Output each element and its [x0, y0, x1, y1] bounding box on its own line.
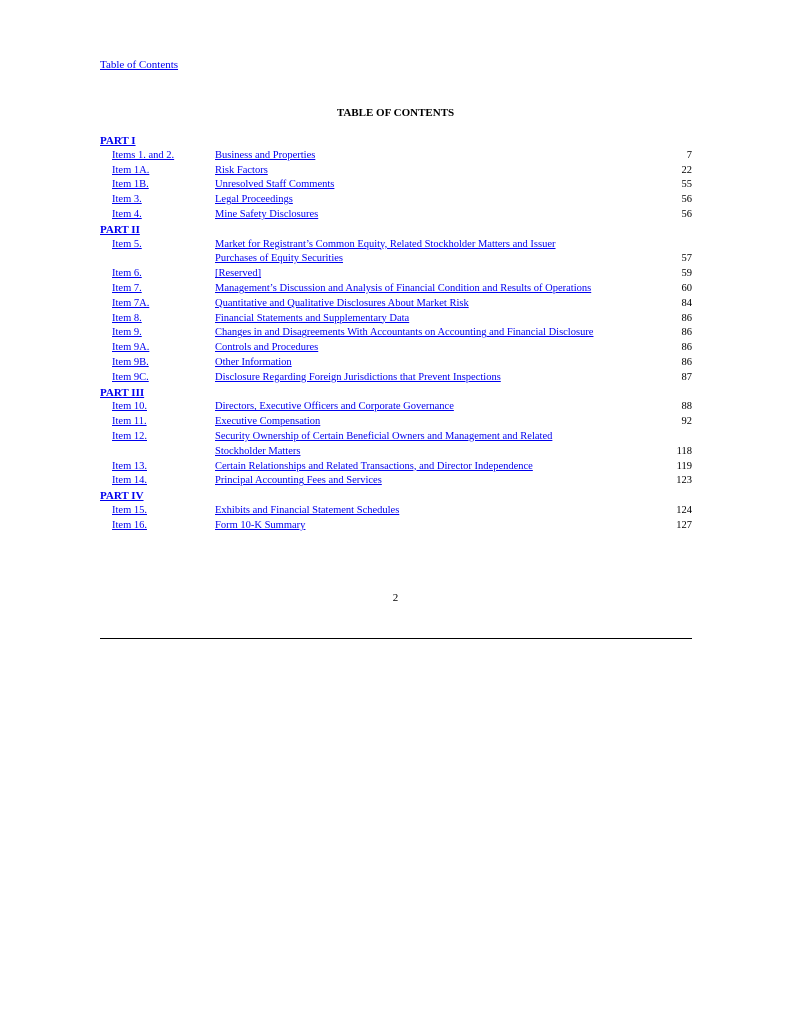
- toc-part-link[interactable]: PART III: [100, 386, 145, 399]
- toc-item-link[interactable]: Item 13.: [112, 460, 147, 472]
- toc-entry-row: [100, 445, 692, 460]
- toc-part-link[interactable]: PART II: [100, 223, 140, 236]
- toc-item-link[interactable]: Item 10.: [112, 401, 147, 413]
- toc-item-link[interactable]: Item 5.: [112, 238, 142, 250]
- toc-part-row: [100, 134, 692, 149]
- toc-item-link[interactable]: Item 11.: [112, 416, 147, 428]
- toc-entry-row: [100, 178, 692, 193]
- toc-title-link[interactable]: Purchases of Equity Securities: [215, 253, 344, 265]
- toc-page-number: 86: [681, 342, 692, 354]
- toc-page-number: 118: [676, 445, 692, 457]
- toc-title-link[interactable]: Mine Safety Disclosures: [215, 208, 319, 220]
- toc-item-link[interactable]: Item 9B.: [112, 356, 149, 368]
- toc-page-number: 119: [676, 460, 692, 472]
- toc-item-link[interactable]: Item 1B.: [112, 179, 149, 191]
- toc-table: [100, 134, 692, 534]
- page-number: 2: [392, 592, 399, 604]
- toc-page-number: 60: [681, 282, 692, 294]
- toc-page-number: 86: [681, 312, 692, 324]
- toc-entry-row: [100, 208, 692, 223]
- toc-title-link[interactable]: Unresolved Staff Comments: [215, 179, 335, 191]
- toc-item-link[interactable]: Item 12.: [112, 430, 147, 442]
- toc-entry-row: [100, 312, 692, 327]
- toc-entry-row: [100, 282, 692, 297]
- toc-item-link[interactable]: Item 9.: [112, 327, 142, 339]
- toc-entry-row: [100, 193, 692, 208]
- toc-entry-row: [100, 326, 692, 341]
- toc-part-link[interactable]: PART IV: [100, 490, 144, 503]
- toc-entry-row: [100, 341, 692, 356]
- toc-page-number: 92: [681, 416, 692, 428]
- toc-part-row: [100, 386, 692, 401]
- toc-entry-row: [100, 400, 692, 415]
- toc-item-link[interactable]: Item 14.: [112, 475, 147, 487]
- toc-entry-row: [100, 252, 692, 267]
- toc-entry-row: [100, 415, 692, 430]
- toc-title-link[interactable]: Executive Compensation: [215, 416, 321, 428]
- toc-page-number: 87: [681, 371, 692, 383]
- toc-item-link[interactable]: Item 7.: [112, 282, 142, 294]
- toc-page-number: 56: [681, 208, 692, 220]
- toc-entry-row: [100, 356, 692, 371]
- toc-entry-row: [100, 460, 692, 475]
- toc-page-number: 123: [676, 475, 692, 487]
- toc-page-number: 59: [681, 268, 692, 280]
- toc-page-number: 124: [676, 504, 692, 516]
- toc-item-link[interactable]: Item 9C.: [112, 371, 149, 383]
- toc-page-number: 56: [681, 194, 692, 206]
- toc-title-link[interactable]: Financial Statements and Supplementary Data: [215, 312, 410, 324]
- toc-item-link[interactable]: Item 15.: [112, 504, 147, 516]
- toc-page-number: 86: [681, 327, 692, 339]
- toc-entry-row: [100, 149, 692, 164]
- toc-part-row: [100, 489, 692, 504]
- toc-title-link[interactable]: Stockholder Matters: [215, 445, 301, 457]
- table-of-contents-link[interactable]: Table of Contents: [100, 59, 179, 71]
- toc-entry-row: [100, 164, 692, 179]
- toc-title-link[interactable]: Form 10-K Summary: [215, 519, 306, 531]
- toc-heading: TABLE OF CONTENTS: [336, 107, 455, 119]
- toc-entry-row: [100, 267, 692, 282]
- toc-item-link[interactable]: Item 7A.: [112, 297, 150, 309]
- toc-title-link[interactable]: Exhibits and Financial Statement Schedules: [215, 504, 400, 516]
- toc-title-link[interactable]: Controls and Procedures: [215, 342, 319, 354]
- toc-page-number: 57: [681, 253, 692, 265]
- toc-part-row: [100, 223, 692, 238]
- toc-title-link[interactable]: Market for Registrant’s Common Equity, Related Stockholder Matters and Issuer: [215, 238, 556, 250]
- toc-title-link[interactable]: Certain Relationships and Related Transactions, and Director Independence: [215, 460, 533, 472]
- toc-title-link[interactable]: Disclosure Regarding Foreign Jurisdictions that Prevent Inspections: [215, 371, 501, 383]
- toc-title-link[interactable]: Other Information: [215, 356, 292, 368]
- toc-entry-row: [100, 519, 692, 534]
- toc-title-link[interactable]: Risk Factors: [215, 164, 268, 176]
- toc-title-link[interactable]: Directors, Executive Officers and Corporate Governance: [215, 401, 454, 413]
- toc-entry-row: [100, 504, 692, 519]
- toc-title-link[interactable]: [Reserved]: [215, 268, 262, 280]
- toc-item-link[interactable]: Item 3.: [112, 194, 142, 206]
- page-divider: [100, 638, 692, 639]
- toc-item-link[interactable]: Item 8.: [112, 312, 142, 324]
- toc-entry-row: [100, 371, 692, 386]
- toc-title-link[interactable]: Changes in and Disagreements With Accountants on Accounting and Financial Disclosure: [215, 327, 594, 339]
- toc-page-number: 84: [681, 297, 692, 309]
- toc-item-link[interactable]: Items 1. and 2.: [112, 149, 175, 161]
- toc-item-link[interactable]: Item 6.: [112, 268, 142, 280]
- toc-entry-row: [100, 430, 692, 445]
- toc-page-number: 88: [681, 401, 692, 413]
- toc-item-link[interactable]: Item 9A.: [112, 342, 150, 354]
- toc-entry-row: [100, 238, 692, 253]
- toc-title-link[interactable]: Security Ownership of Certain Beneficial Owners and Management and Related: [215, 430, 553, 442]
- toc-item-link[interactable]: Item 16.: [112, 519, 147, 531]
- toc-part-link[interactable]: PART I: [100, 135, 136, 147]
- toc-item-link[interactable]: Item 4.: [112, 208, 142, 220]
- toc-title-link[interactable]: Legal Proceedings: [215, 194, 293, 206]
- toc-page-number: 55: [681, 179, 692, 191]
- toc-title-link[interactable]: Management’s Discussion and Analysis of Financial Condition and Results of Operations: [215, 282, 592, 294]
- toc-entry-row: [100, 474, 692, 489]
- toc-title-link[interactable]: Quantitative and Qualitative Disclosures About Market Risk: [215, 297, 469, 309]
- toc-item-link[interactable]: Item 1A.: [112, 164, 150, 176]
- toc-page-number: 7: [686, 149, 692, 161]
- toc-title-link[interactable]: Principal Accounting Fees and Services: [215, 475, 382, 487]
- toc-page-number: 22: [681, 164, 692, 176]
- toc-page-number: 127: [676, 519, 692, 531]
- toc-title-link[interactable]: Business and Properties: [215, 149, 316, 161]
- toc-entry-row: [100, 297, 692, 312]
- toc-page-number: 86: [681, 356, 692, 368]
